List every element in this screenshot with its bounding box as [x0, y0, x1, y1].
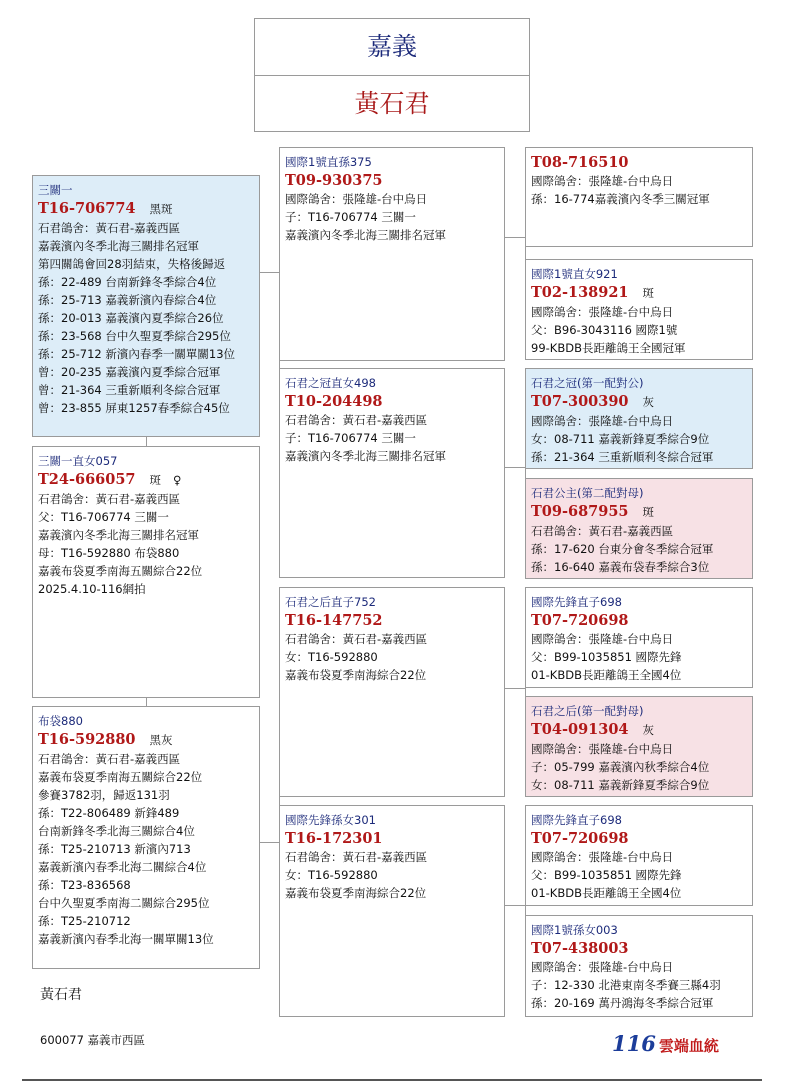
- pigeon-title: 國際1號孫女003: [531, 923, 618, 937]
- pedigree-line: 孫：20-169 萬丹鴻海冬季綜合冠軍: [531, 996, 714, 1010]
- connector-line: [260, 272, 279, 273]
- pigeon-title: 國際先鋒直子698: [531, 813, 622, 827]
- ring-number: T16-147752: [285, 612, 383, 629]
- pedigree-line: 99-KBDB長距離鴿王全國冠軍: [531, 341, 686, 355]
- connector-line: [525, 237, 526, 297]
- pedigree-line: 孫：23-568 台中久聖夏季綜合295位: [38, 329, 231, 343]
- ring-number: T07-720698: [531, 830, 629, 847]
- logo-text: 雲端血統: [658, 1037, 719, 1055]
- connector-line: [279, 160, 280, 273]
- ring-number-row: [285, 392, 504, 411]
- connector-line: [525, 467, 526, 527]
- pedigree-line: 嘉義濱內冬季北海三關排名冠軍: [38, 528, 199, 542]
- connector-line: [505, 905, 525, 906]
- ring-number-row: [531, 829, 752, 848]
- pedigree-line: 石君鴿舍：黃石君-嘉義西區: [285, 413, 428, 427]
- ring-number-row: [531, 392, 752, 412]
- pedigree-line: 嘉義新濱內春季北海二關綜合4位: [38, 860, 207, 874]
- connector-line: [146, 698, 147, 706]
- pedigree-line: 國際鴿舍：張隆雄-台中烏日: [531, 632, 674, 646]
- plumage-color: 斑: [642, 505, 655, 519]
- pedigree-line: 孫：16-774嘉義濱內冬季三關冠軍: [531, 192, 710, 206]
- connector-line: [525, 420, 526, 468]
- pedigree-line: 孫：T25-210712: [38, 914, 131, 928]
- ring-number: T24-666057: [38, 471, 136, 488]
- pedigree-line: 嘉義布袋夏季南海五關綜合22位: [38, 770, 203, 784]
- pedigree-line: 父：B96-3043116 國際1號: [531, 323, 678, 337]
- pedigree-line: 國際鴿舍：張隆雄-台中烏日: [531, 174, 674, 188]
- pigeon-title: 三關一直女057: [38, 454, 118, 468]
- pedigree-line: 女：08-711 嘉義新鋒夏季綜合9位: [531, 432, 710, 446]
- connector-line: [525, 200, 526, 238]
- pedigree-line: 孫：25-713 嘉義新濱內春綜合4位: [38, 293, 217, 307]
- pedigree-line: 國際鴿舍：張隆雄-台中烏日: [531, 742, 674, 756]
- plumage-color: 斑: [642, 286, 655, 300]
- pigeon-card-g-6: [525, 696, 753, 797]
- ring-number: T10-204498: [285, 393, 383, 410]
- pedigree-line: 國際鴿舍：張隆雄-台中烏日: [531, 960, 674, 974]
- pedigree-line: 01-KBDB長距離鴿王全國4位: [531, 668, 682, 682]
- pedigree-line: 第四關鴿會回28羽結束，失格後歸返: [38, 257, 226, 271]
- pigeon-card-dam-dam: [279, 805, 505, 1017]
- pedigree-line: 石君鴿舍：黃石君-嘉義西區: [38, 492, 181, 506]
- pigeon-card-g-8: [525, 915, 753, 1017]
- pedigree-line: 孫：21-364 三重新順利冬綜合冠軍: [531, 450, 714, 464]
- ring-number-row: [531, 611, 752, 630]
- connector-line: [525, 905, 526, 965]
- pigeon-title: 石君之冠直女498: [285, 376, 376, 390]
- plumage-color: 灰: [642, 395, 655, 409]
- pedigree-line: 曾：23-855 屏東1257春季綜合45位: [38, 401, 230, 415]
- owner-title: 黃石君: [354, 89, 430, 118]
- pedigree-header: [254, 18, 530, 132]
- pedigree-line: 孫：22-489 台南新鋒冬季綜合4位: [38, 275, 217, 289]
- ring-number: T04-091304: [531, 721, 629, 738]
- ring-number: T08-716510: [531, 154, 629, 171]
- ring-number: T07-720698: [531, 612, 629, 629]
- pedigree-line: 國際鴿舍：張隆雄-台中烏日: [285, 192, 428, 206]
- pedigree-line: 嘉義布袋夏季南海綜合22位: [285, 886, 427, 900]
- ring-number-row: [285, 611, 504, 630]
- pigeon-card-g-4: [525, 478, 753, 579]
- ring-number-row: [285, 171, 504, 190]
- pedigree-line: 父：B99-1035851 國際先鋒: [531, 650, 682, 664]
- pedigree-line: 孫：25-712 新濱內春季一關單關13位: [38, 347, 236, 361]
- pigeon-title: 國際先鋒直子698: [531, 595, 622, 609]
- pedigree-line: 國際鴿舍：張隆雄-台中烏日: [531, 305, 674, 319]
- pedigree-line: 子：05-799 嘉義濱內秋季綜合4位: [531, 760, 710, 774]
- pigeon-card-subject: [32, 175, 260, 437]
- pedigree-line: 嘉義濱內冬季北海三關排名冠軍: [285, 449, 446, 463]
- pedigree-line: 石君鴿舍：黃石君-嘉義西區: [38, 752, 181, 766]
- pedigree-line: 孫：20-013 嘉義濱內夏季綜合26位: [38, 311, 224, 325]
- ring-number-row: [531, 720, 752, 740]
- plumage-color: 斑: [149, 473, 162, 487]
- ring-number-row: [531, 502, 752, 522]
- pedigree-line: 參賽3782羽，歸返131羽: [38, 788, 170, 802]
- pigeon-title: 石君之冠(第一配對公): [531, 376, 644, 390]
- pedigree-line: 女：T16-592880: [285, 650, 378, 664]
- pigeon-title: 三關一: [38, 183, 73, 197]
- pigeon-card-g-5: [525, 587, 753, 688]
- ring-number: T02-138921: [531, 284, 629, 301]
- footer-owner: 黃石君: [40, 987, 82, 1003]
- pigeon-title: 石君之后(第一配對母): [531, 704, 644, 718]
- ring-number-row: [531, 939, 752, 958]
- pedigree-line: 子：T16-706774 三關一: [285, 431, 416, 445]
- pigeon-card-dam-sire: [279, 587, 505, 797]
- ring-number: T09-687955: [531, 503, 629, 520]
- ring-number: T16-172301: [285, 830, 383, 847]
- pedigree-line: 國際鴿舍：張隆雄-台中烏日: [531, 414, 674, 428]
- connector-line: [505, 237, 525, 238]
- pigeon-card-g-1: [525, 147, 753, 247]
- plumage-color: 灰: [642, 723, 655, 737]
- pedigree-line: 石君鴿舍：黃石君-嘉義西區: [38, 221, 181, 235]
- pedigree-line: 女：T16-592880: [285, 868, 378, 882]
- pedigree-line: 01-KBDB長距離鴿王全國4位: [531, 886, 682, 900]
- pedigree-line: 孫：16-640 嘉義布袋春季綜合3位: [531, 560, 710, 574]
- ring-number-row: [531, 153, 752, 172]
- pedigree-line: 石君鴿舍：黃石君-嘉義西區: [285, 632, 428, 646]
- connector-line: [505, 688, 525, 689]
- ring-number-row: [285, 829, 504, 848]
- pedigree-line: 孫：T25-210713 新濱內713: [38, 842, 191, 856]
- pigeon-card-g-3: [525, 368, 753, 469]
- pedigree-line: 石君鴿舍：黃石君-嘉義西區: [285, 850, 428, 864]
- pedigree-line: 嘉義布袋夏季南海綜合22位: [285, 668, 427, 682]
- pedigree-line: 孫：T23-836568: [38, 878, 131, 892]
- ring-number: T07-438003: [531, 940, 629, 957]
- pedigree-line: 台中久聖夏季南海二關綜合295位: [38, 896, 210, 910]
- pedigree-line: 嘉義濱內冬季北海三關排名冠軍: [38, 239, 199, 253]
- connector-line: [505, 467, 525, 468]
- pedigree-line: 孫：T22-806489 新鋒489: [38, 806, 180, 820]
- ring-number: T16-706774: [38, 200, 136, 217]
- connector-line: [279, 600, 280, 843]
- bottom-divider: [22, 1079, 762, 1081]
- pedigree-line: 嘉義布袋夏季南海五關綜合22位: [38, 564, 203, 578]
- plumage-color: 黑斑: [149, 202, 173, 216]
- pedigree-line: 台南新鋒冬季北海三關綜合4位: [38, 824, 195, 838]
- ring-number-row: [38, 730, 259, 750]
- pedigree-line: 母：T16-592880 布袋880: [38, 546, 180, 560]
- connector-line: [146, 437, 147, 446]
- pedigree-line: 國際鴿舍：張隆雄-台中烏日: [531, 850, 674, 864]
- brand-logo: [612, 1031, 719, 1056]
- pedigree-line: 子：12-330 北港東南冬季賽三縣4羽: [531, 978, 721, 992]
- pigeon-title: 石君公主(第二配對母): [531, 486, 644, 500]
- ring-number: T07-300390: [531, 393, 629, 410]
- pigeon-title: 國際1號直孫375: [285, 155, 372, 169]
- logo-number: 116: [612, 1031, 656, 1056]
- pigeon-title: 石君之后直子752: [285, 595, 376, 609]
- pedigree-line: 石君鴿舍：黃石君-嘉義西區: [531, 524, 674, 538]
- pigeon-card-g-7: [525, 805, 753, 906]
- footer-address: 600077 嘉義市西區: [40, 1033, 146, 1047]
- pigeon-title: 國際先鋒孫女301: [285, 813, 376, 827]
- connector-line: [525, 860, 526, 906]
- pigeon-title: 國際1號直女921: [531, 267, 618, 281]
- pedigree-line: 女：08-711 嘉義新鋒夏季綜合9位: [531, 778, 710, 792]
- ring-number-row: [38, 199, 259, 219]
- pigeon-title: 布袋880: [38, 714, 83, 728]
- connector-line: [279, 272, 280, 382]
- pigeon-card-sire-sire: [279, 147, 505, 361]
- pedigree-line: 子：T16-706774 三關一: [285, 210, 416, 224]
- pigeon-card-sire-dam: [279, 368, 505, 578]
- pigeon-card-dam-note: [32, 446, 260, 698]
- ring-number: T09-930375: [285, 172, 383, 189]
- pigeon-card-dam: [32, 706, 260, 969]
- pedigree-line: 2025.4.10-116網拍: [38, 582, 146, 596]
- pedigree-line: 孫：17-620 台東分會冬季綜合冠軍: [531, 542, 714, 556]
- ring-number-row: [531, 283, 752, 303]
- pedigree-line: 父：B99-1035851 國際先鋒: [531, 868, 682, 882]
- pedigree-line: 嘉義新濱內春季北海一關單關13位: [38, 932, 214, 946]
- connector-line: [525, 640, 526, 689]
- ring-number-row: [38, 470, 259, 490]
- pedigree-line: 曾：20-235 嘉義濱內夏季綜合冠軍: [38, 365, 221, 379]
- connector-line: [260, 842, 279, 843]
- sex-symbol-icon: ♀: [173, 473, 182, 487]
- connector-line: [525, 688, 526, 748]
- location-title: 嘉義: [255, 19, 529, 76]
- connector-line: [279, 842, 280, 952]
- pedigree-line: 父：T16-706774 三關一: [38, 510, 169, 524]
- pigeon-card-g-2: [525, 259, 753, 360]
- ring-number: T16-592880: [38, 731, 136, 748]
- pedigree-line: 曾：21-364 三重新順利冬綜合冠軍: [38, 383, 221, 397]
- plumage-color: 黑灰: [149, 733, 173, 747]
- pedigree-line: 嘉義濱內冬季北海三關排名冠軍: [285, 228, 446, 242]
